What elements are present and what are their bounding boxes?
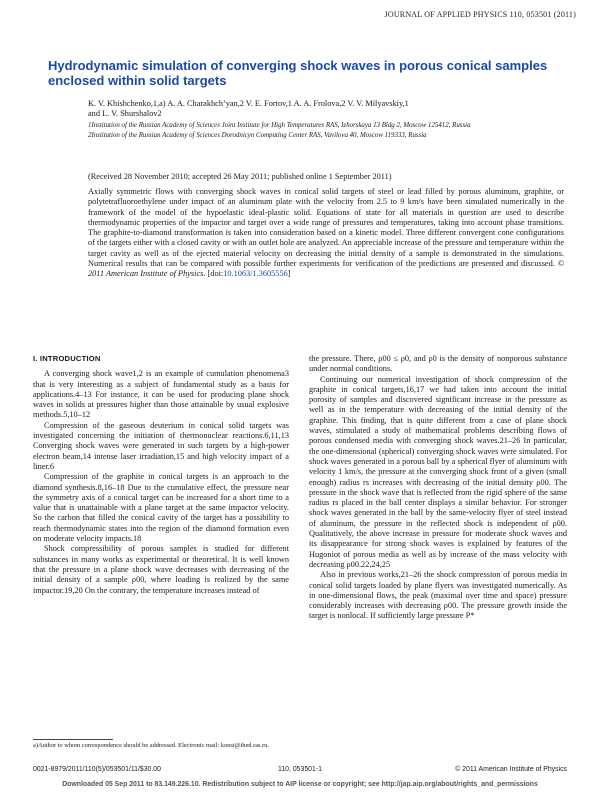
page-footer: [33, 766, 567, 773]
copyright-notice: © 2011 American Institute of Physics.: [88, 258, 564, 278]
correspondence-footnote: a)Author to whom correspondence should be addressed. Electronic mail: konst@ihed.ras.ru.: [33, 742, 270, 749]
affiliation-1: 1Institution of the Russian Academy of Sciences Joint Institute for High Temperatures RAS, Izhorskaya 13 Bldg 2, Moscow 125412, Russia: [88, 121, 471, 129]
download-notice: Downloaded 05 Sep 2011 to 83.149.226.10. Redistribution subject to AIP license or copyright; see http://jap.aip.org/about/rights_and_permissions: [62, 781, 538, 788]
intro-paragraph-3: Compression of the graphite in conical targets is an approach to the diamond synthesis.8,16–18 Due to the cumulative effect, the pressure near the symmetry axis of a conical target can be increased for a short time to a value that is unattainable with a plane target at the same impactor velocity. So the carbon that filled the conical cavity of the target has a possibility to reach thermodynamic states into the region of the diamond formation even on moderate velocity impacts.18: [33, 472, 289, 544]
author-block: [88, 99, 568, 141]
footer-issn: 0021-8979/2011/110(5)/053501/11/$30.00: [33, 766, 161, 773]
intro-paragraph-4: Shock compressibility of porous samples is studied for different substances in many works as experimental or theoretical. It is well known that the pressure in a plane shock wave decreases with decreasing of the initial density of a sample ρ00, where loading is realized by the same impactor.19,20 On the contrary, the temperature increases instead of: [33, 544, 289, 595]
article-title: Hydrodynamic simulation of converging shock waves in porous conical samples enclosed within solid targets: [48, 58, 548, 88]
intro-paragraph-2: Compression of the gaseous deuterium in conical solid targets was investigated concerning the initiation of thermonuclear reactions.6,11,13 Converging shock waves were generated in such targets by a high-power electron beam,14 intense laser irradiation,15 and high velocity impact of a liner.6: [33, 420, 289, 471]
right-column: [309, 354, 567, 622]
doi-prefix: [doi:: [207, 269, 224, 278]
section-heading-introduction: I. INTRODUCTION: [33, 354, 101, 363]
doi-suffix: ]: [287, 269, 291, 278]
intro-paragraph-5: Continuing our numerical investigation of shock compression of the graphite in conical targets,16,17 we had taken into account the initial porosity of samples and discovered significant increase in the pressure as well as in the temperature with decreasing of the initial density of the graphite. This finding, that is quite different from a case of plane shock waves, stimulated a study of mathematical problems describing flows of porous condensed media with converging shock waves.21–26 In particular, the one-dimensional (spherical) converging shock waves were simulated. For shock waves generated in a porous ball by a spherical flyer of aluminum with velocity 1 km/s, the pressure at the converging shock front of a given (small enough) radius rs increases with decreasing of the initial density ρ00. The pressure in the shock wave that is reflected from the rigid sphere of the same radius rs placed in the ball center displays a similar behavior. For stronger shock waves generated in the ball by the same-velocity flyer of steel instead of aluminum, the pressure in the reflected shock is independent of ρ00. Qualitatively, the above increase in pressure for moderate shock waves and its disappearance for strong shock waves is explained by features of the Hugoniot of porous media as well as by increase of the mass velocity with decreasing ρ00.22,24,25: [309, 374, 567, 569]
intro-paragraph-6: Also in previous works,21–26 the shock compression of porous media in conical solid targets loaded by plane flyers was investigated numerically. As in one-dimensional flows, the peak (maximal over time and space) pressure considerably increases with decreasing ρ00. The pressure growth inside the target is nonlocal. If sufficiently large pressure P*: [309, 570, 567, 621]
footnote-divider: [33, 739, 113, 740]
abstract: [88, 187, 564, 279]
intro-paragraph-continued: the pressure. There, ρ00 ≤ ρ0, and ρ0 is the density of nonporous substance under normal conditions.: [309, 354, 567, 374]
author-list-line-2: and L. V. Shurshalov2: [88, 109, 162, 119]
abstract-text: Axially symmetric flows with converging shock waves in conical solid targets of steel or lead filled by porous aluminum, graphite, or polytetrafluoroethylene under impact of an aluminum plate with the velocity from 2.5 to 9 km/s have been simulated numerically in the framework of the model of the hypoelastic ideal-plastic solid. Equations of state for all materials in question are used to describe thermodynamic properties of the impactor and target over a wide range of pressures and temperatures, taking into account phase transitions. The graphite-to-diamond transformation is taken into consideration based on a kinetic model. Three different convergent cone configurations of the targets either with a closed cavity or with an outlet hole are analyzed. An appreciable increase of the pressure and temperature within the target cavity as well as of the ejected material velocity on decreasing the initial density of a sample is demonstrated in the simulations. Numerical results that can be compared with possible further experiments for verification of the predictions are presented and discussed.: [88, 187, 564, 268]
journal-header: JOURNAL OF APPLIED PHYSICS 110, 053501 (2011): [384, 10, 576, 19]
author-list-line-1: K. V. Khishchenko,1,a) A. A. Charakhch’yan,2 V. E. Fortov,1 A. A. Frolova,2 V. V. Milyavskiy,1: [88, 99, 409, 108]
affiliation-2: 2Institution of the Russian Academy of Sciences Dorodnicyn Computing Center RAS, Vavilova 40, Moscow 119333, Russia: [88, 132, 427, 140]
left-column: [33, 354, 289, 596]
received-dates: (Received 28 November 2010; accepted 26 May 2011; published online 1 September 2011): [88, 172, 392, 181]
footer-page-number: 110, 053501-1: [278, 766, 322, 773]
intro-paragraph-1: A converging shock wave1,2 is an example of cumulation phenomena3 that is very interesting as a subject of fundamental study as a basis for applications.4–13 For instance, it can be used for producing plane shock waves in solids at pressures higher than those attainable by usual explosive methods.5,10–12: [33, 369, 289, 420]
footer-copyright: © 2011 American Institute of Physics: [455, 766, 567, 773]
doi-link[interactable]: 10.1063/1.3605556: [223, 269, 288, 278]
